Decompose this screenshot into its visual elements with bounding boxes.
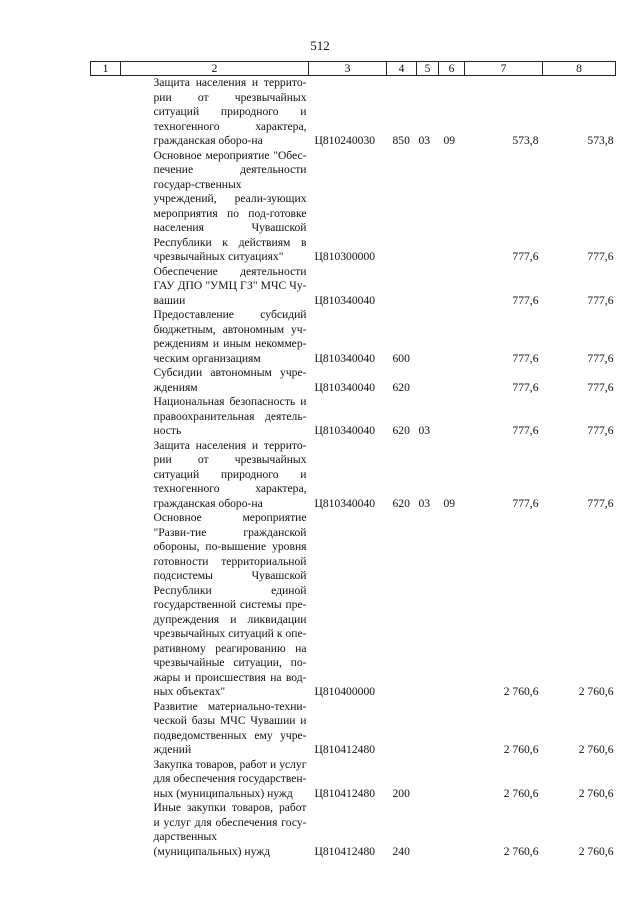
table-cell-empty [91,395,121,439]
section-code [417,511,439,700]
target-article-code: Ц810340040 [314,380,376,394]
section-code: 03 [418,134,431,147]
amount-column-8: 777,6 [587,293,614,307]
amount-column-7: 2 760,6 [503,685,539,698]
column-header: 1 [91,62,121,76]
column-header: 6 [439,62,465,76]
target-article-code: Ц810340040 [314,351,376,365]
subsection-code [439,265,465,309]
row-description: Субсидии автономным учре-ждениям [153,366,307,394]
expense-type-code: 850 [392,134,410,147]
section-code [417,265,439,309]
row-description: Развитие материально-техни-ческой базы МЧС Чувашии и подведомственных ему учре-ждений [153,699,307,756]
table-row [91,265,616,309]
table-row [91,758,616,802]
target-article-code: Ц810300000 [314,250,376,263]
table-cell-empty [91,366,121,395]
amount-column-8: 2 760,6 [578,786,614,800]
expense-type-code: 620 [392,424,410,437]
table-row [91,366,616,395]
table-cell-empty [91,439,121,512]
subsection-code: 09 [443,496,456,510]
amount-column-7: 777,6 [512,496,539,510]
page-number: 512 [310,38,330,53]
table-cell-empty [91,308,121,366]
table-body [91,76,616,860]
expense-type-code [387,149,417,265]
amount-column-8: 573,8 [587,134,614,147]
section-code [417,801,439,859]
row-description: Основное мероприятие "Разви-тие гражданской обороны, по-вышение уровня готовности территориальной подсистемы Чувашской Республики единой государственной системы пре-дупреждения и ликвидации чрезвычайных ситуаций к опе-ративному реагированию на чрезвычайные ситуации, по-жары и происшествия на вод-ных объектах" [153,511,307,698]
section-code: 03 [418,496,431,510]
amount-column-8: 777,6 [587,250,614,263]
expense-type-code [387,511,417,700]
amount-column-8: 777,6 [587,380,614,394]
table-cell-empty [91,76,121,149]
table-row [91,149,616,265]
table-cell-empty [91,265,121,309]
column-header: 2 [121,62,309,76]
amount-column-7: 777,6 [512,351,539,365]
subsection-code [439,700,465,758]
table-cell-empty [91,149,121,265]
subsection-code: 09 [443,134,456,147]
table-cell-empty [91,700,121,758]
subsection-code [439,758,465,802]
amount-column-8: 2 760,6 [578,685,614,698]
row-description: Национальная безопасность и правоохранительная деятель-ность [153,395,307,437]
section-code: 03 [418,424,431,437]
budget-table [90,61,616,859]
expense-type-code: 200 [392,786,410,800]
amount-column-7: 777,6 [512,424,539,437]
column-header-row [91,62,616,76]
column-header: 4 [387,62,417,76]
expense-type-code: 600 [392,351,410,365]
target-article-code: Ц810412480 [314,743,376,756]
amount-column-8: 2 760,6 [578,743,614,756]
subsection-code [439,801,465,859]
row-description: Основное мероприятие "Обес-печение деятельности государ-ственных учреждений, реали-зующих мероприятия по под-готовке населения Чувашской Республики к действиям в чрезвычайных ситуациях" [153,148,307,263]
row-description: Предоставление субсидий бюджетным, автономным уч-реждениям и иным некоммер-ческим организациям [153,308,307,365]
amount-column-7: 777,6 [512,293,539,307]
row-description: Иные закупки товаров, работ и услуг для обеспечения госу-дарственных (муниципальных) нужд [153,801,307,858]
section-code [417,700,439,758]
section-code [417,308,439,366]
expense-type-code: 620 [392,380,410,394]
target-article-code: Ц810412480 [314,786,376,800]
row-description: Защита населения и террито-рии от чрезвычайных ситуаций природного и техногенного характера, гражданская оборо-на [153,438,307,510]
column-header: 7 [465,62,543,76]
table-cell-empty [91,801,121,859]
subsection-code [439,395,465,439]
table-row [91,395,616,439]
target-article-code: Ц810400000 [314,685,376,698]
row-description: Закупка товаров, работ и услуг для обеспечения государствен-ных (муниципальных) нужд [153,757,307,800]
table-row [91,76,616,149]
table-row [91,511,616,700]
amount-column-8: 777,6 [587,496,614,510]
subsection-code [439,308,465,366]
target-article-code: Ц810412480 [314,844,376,858]
column-header: 5 [417,62,439,76]
section-code [417,366,439,395]
amount-column-7: 2 760,6 [503,743,539,756]
amount-column-8: 777,6 [587,351,614,365]
amount-column-7: 777,6 [512,250,539,263]
amount-column-8: 2 760,6 [578,844,614,858]
table-row [91,700,616,758]
expense-type-code [387,700,417,758]
amount-column-7: 573,8 [512,134,539,147]
target-article-code: Ц810340040 [314,293,376,307]
subsection-code [439,366,465,395]
expense-type-code: 240 [392,844,410,858]
target-article-code: Ц810340040 [314,424,376,437]
column-header: 8 [543,62,616,76]
row-description: Обеспечение деятельности ГАУ ДПО "УМЦ ГЗ" МЧС Чу-вашии [153,264,307,307]
section-code [417,758,439,802]
expense-type-code [387,265,417,309]
table-row [91,439,616,512]
table-cell-empty [91,511,121,700]
amount-column-8: 777,6 [587,424,614,437]
table-row [91,308,616,366]
column-header: 3 [309,62,387,76]
table-cell-empty [91,758,121,802]
target-article-code: Ц810340040 [314,496,376,510]
subsection-code [439,149,465,265]
amount-column-7: 2 760,6 [503,844,539,858]
expense-type-code: 620 [392,496,410,510]
subsection-code [439,511,465,700]
row-description: Защита населения и террито-рии от чрезвычайных ситуаций природного и техногенного характера, гражданская оборо-на [153,76,307,147]
table-row [91,801,616,859]
target-article-code: Ц810240030 [314,134,376,147]
section-code [417,149,439,265]
amount-column-7: 2 760,6 [503,786,539,800]
amount-column-7: 777,6 [512,380,539,394]
